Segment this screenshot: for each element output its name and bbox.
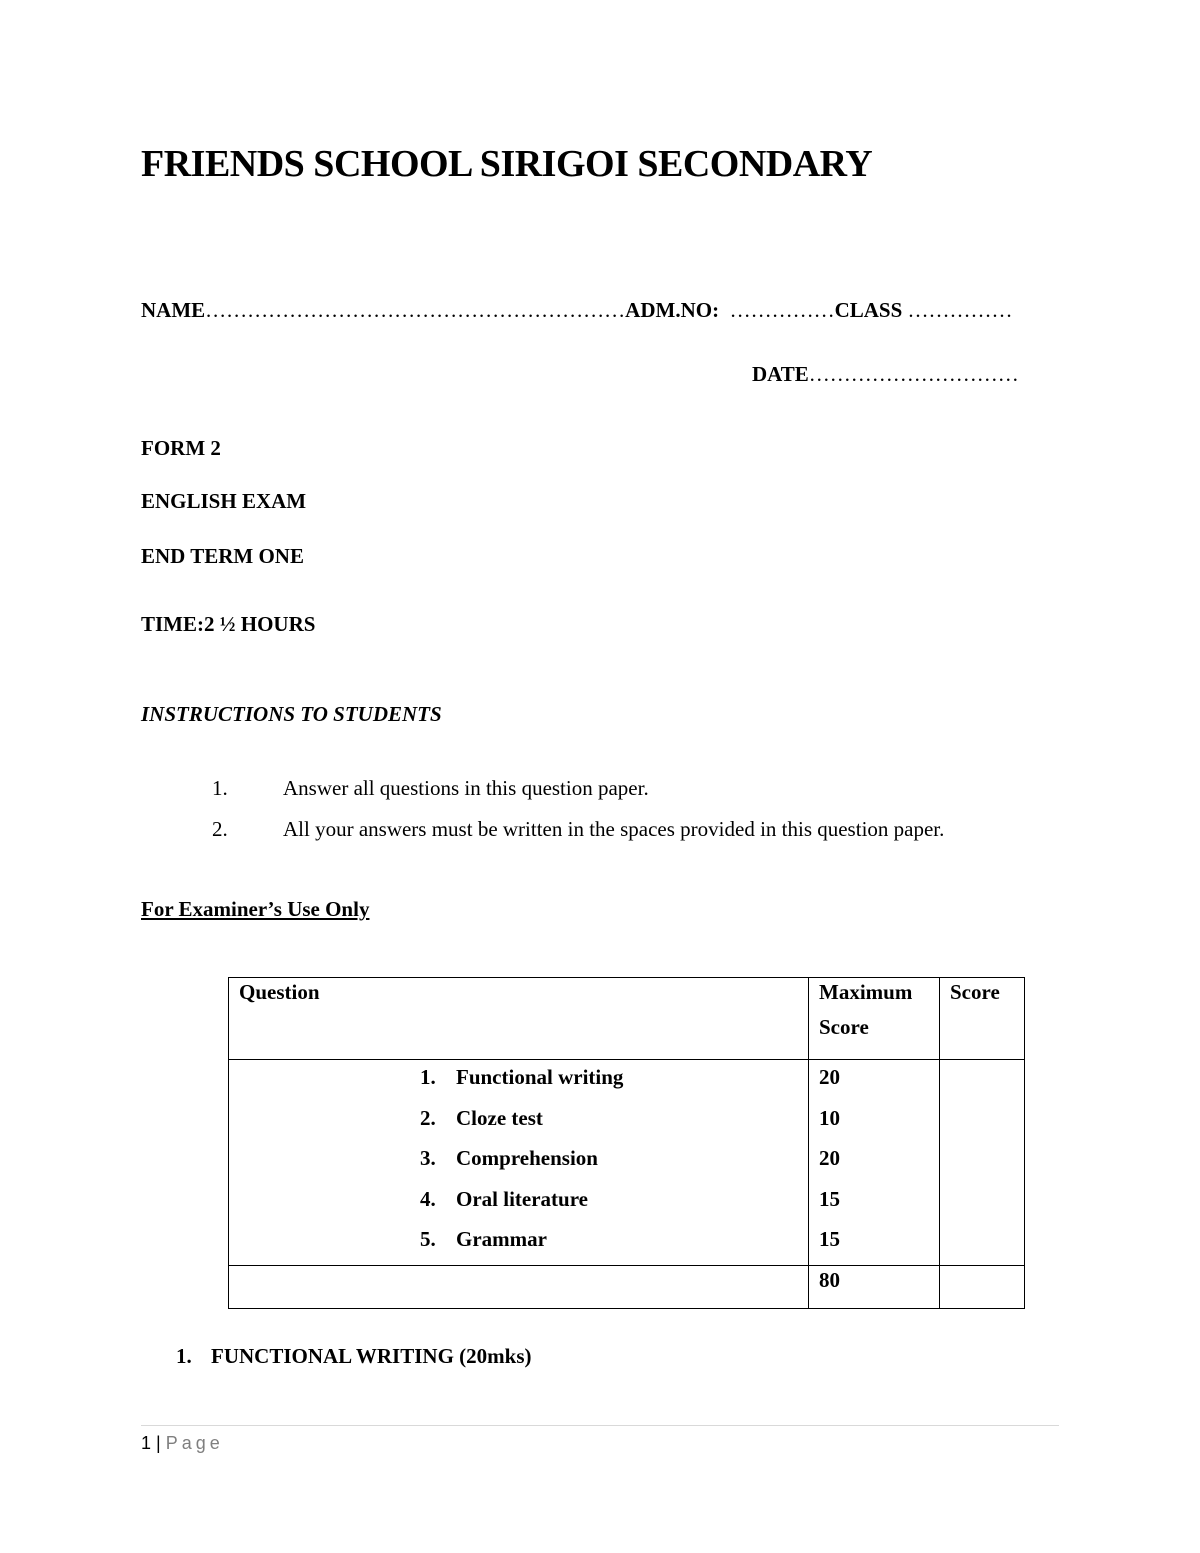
topic-number: 3. — [420, 1146, 436, 1170]
student-fields-row — [141, 298, 1013, 323]
date-label: DATE — [752, 362, 809, 386]
topic-name: Functional writing — [456, 1065, 624, 1089]
table-topics-row — [229, 1060, 1025, 1266]
subject-label: ENGLISH EXAM — [141, 489, 307, 513]
instructions-heading: INSTRUCTIONS TO STUDENTS — [141, 702, 442, 726]
school-title: FRIENDS SCHOOL SIRIGOI SECONDARY — [141, 143, 873, 185]
max-score: 15 — [819, 1227, 840, 1251]
header-maximum-line2: Score — [819, 1015, 869, 1039]
date-blank[interactable]: ………………………… — [808, 362, 1019, 386]
header-maximum-score — [809, 978, 940, 1060]
class-blank[interactable]: …………… — [907, 298, 1013, 322]
topics-cell — [229, 1060, 809, 1266]
total-max-score: 80 — [809, 1265, 940, 1308]
name-label: NAME — [141, 298, 206, 322]
section-number: 1. — [176, 1344, 192, 1368]
header-question: Question — [229, 978, 809, 1060]
topic-list — [420, 1062, 798, 1265]
header-maximum-line1: Maximum — [819, 980, 913, 1004]
page-word: Page — [165, 1433, 224, 1453]
score-entry-cell[interactable] — [940, 1060, 1025, 1266]
term-label: END TERM ONE — [141, 544, 304, 568]
topic-number: 5. — [420, 1227, 436, 1251]
max-score-list — [819, 1062, 929, 1265]
max-score: 10 — [819, 1105, 840, 1130]
section-title: FUNCTIONAL WRITING (20mks) — [211, 1344, 532, 1368]
table-row — [420, 1224, 798, 1265]
table-row — [420, 1184, 798, 1225]
class-label: CLASS — [834, 298, 903, 322]
topic-name: Comprehension — [456, 1146, 598, 1170]
topic-name: Cloze test — [456, 1105, 543, 1130]
table-row — [420, 1103, 798, 1144]
footer-separator: | — [156, 1433, 161, 1453]
total-score-entry-cell[interactable] — [940, 1265, 1025, 1308]
max-scores-cell — [809, 1060, 940, 1266]
topic-number: 2. — [420, 1105, 436, 1130]
table-header-row — [229, 978, 1025, 1060]
page-footer — [141, 1433, 224, 1454]
footer-divider — [141, 1425, 1059, 1426]
instruction-2-text: All your answers must be written in the spaces provided in this question paper. — [283, 817, 945, 841]
form-label: FORM 2 — [141, 436, 221, 460]
instruction-2-number: 2. — [212, 817, 228, 841]
section-heading — [176, 1344, 532, 1369]
instruction-1-number: 1. — [212, 776, 228, 800]
time-label: TIME:2 ½ HOURS — [141, 612, 316, 636]
header-score: Score — [940, 978, 1025, 1060]
max-score: 20 — [819, 1065, 840, 1089]
adm-label: ADM.NO: — [625, 298, 720, 322]
table-total-row — [229, 1265, 1025, 1308]
topic-name: Oral literature — [456, 1186, 588, 1211]
date-row — [752, 362, 1019, 387]
total-label-cell — [229, 1265, 809, 1308]
topic-number: 1. — [420, 1065, 436, 1089]
examiner-marks-table — [228, 977, 1025, 1309]
table-row — [420, 1143, 798, 1184]
examiner-heading: For Examiner’s Use Only — [141, 897, 370, 921]
table-row — [420, 1062, 798, 1103]
max-score: 20 — [819, 1146, 840, 1170]
topic-number: 4. — [420, 1186, 436, 1211]
topic-name: Grammar — [456, 1227, 547, 1251]
name-blank[interactable]: …………………………………………………… — [205, 298, 626, 322]
page-number: 1 — [141, 1433, 152, 1453]
adm-blank[interactable]: …………… — [729, 298, 835, 322]
max-score: 15 — [819, 1186, 840, 1211]
instruction-1-text: Answer all questions in this question paper. — [283, 776, 649, 800]
